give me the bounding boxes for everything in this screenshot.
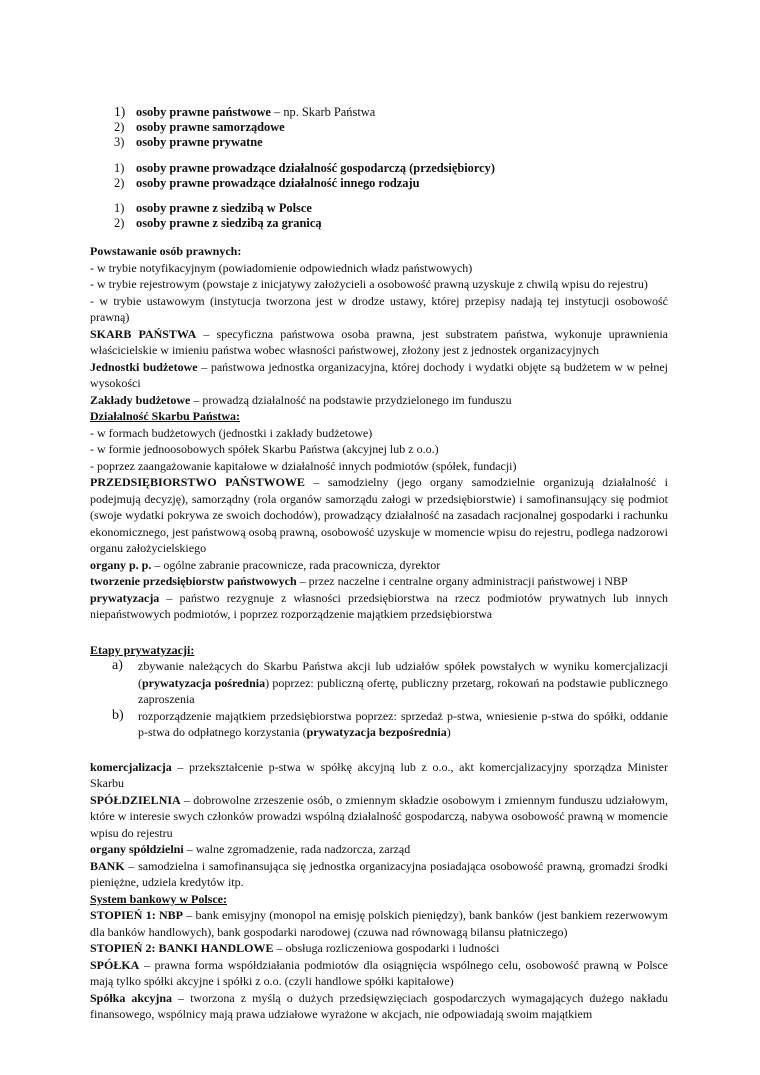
definition-text: – tworzona z myślą o dużych przedsięwzięciach gospodarczych wymagających dużego nakładu finansowego, wspólnicy mają prawa udziałowe wyrażone w akcjach, nie odpowiadają swoim majątkiem [90,990,668,1022]
definition-text: – państwowa jednostka organizacyjna, której dochody i wydatki objęte są budżetem w w pełnej wysokości [90,359,669,391]
definition-text: – samodzielny (jego organy samodzielnie organizują działalność i podejmują decyzję), samorządny (rola organów samorządu załogi w przedsiębiorstwie) i samofinansujący się podmiot (swoje wydatki pokrywa ze swoich dochodów), prowadzący działalność na zasadach racjonalnej gospodarki i rachunku ekonomicznego, jest państwową osobą prawną, osobowość uzyskuje w momencie wpisu do rejestru, podlega nadzorowi organu założycielskiego [90,475,668,556]
list-number: 2) [114,175,125,190]
list-item-text: rozporządzenie majątkiem przedsiębiorstwa poprzez: sprzedaż p-stwa, wniesienie p-stwa do spółki, oddanie p-stwa do odpłatnego korzystania ( [138,708,668,740]
definition-text: – walne zgromadzenie, rada nadzorcza, zarząd [183,842,411,857]
etapy-list [90,658,668,741]
list-item-term: osoby prawne prowadzące działalność gospodarczą (przedsiębiorcy) [136,160,495,175]
list-number: 1) [114,201,125,216]
list-item [90,201,668,216]
definition-text: – przez naczelne i centralne organy administracji państwowej i NBP [296,574,628,589]
definition-jednostki-budzetowe [90,359,668,392]
definition-organy-pp [90,557,668,574]
definition-term: PRZEDSIĘBIORSTWO PAŃSTWOWE [90,475,305,490]
section-heading-system-bankowy: System bankowy w Polsce: [90,891,227,906]
list-number: 1) [114,160,125,175]
list-item-term: prywatyzacja pośrednia [142,675,266,690]
definition-term: STOPIEŃ 1: NBP [90,908,183,923]
definition-term: organy spółdzielni [90,842,184,857]
definition-stopien-1 [90,907,668,940]
list-number: 1) [114,104,126,119]
definition-term: Zakłady budżetowe [90,392,191,407]
legal-persons-list-ownership [90,104,668,151]
definition-bank [90,858,668,891]
list-item-term: osoby prawne z siedzibą za granicą [136,216,322,231]
legal-persons-list-activity [90,161,668,191]
definition-text: – specyficzna państwowa osoba prawna, jest substratem państwa, wykonuje uprawnienia właścicielskie w imieniu państwa wobec własności państwowej, złożony jest z jednostek organizacyjnych [90,326,668,358]
definition-text: – państwo rezygnuje z własności przedsiębiorstwa na rzecz podmiotów prywatnych lub innych niepaństwowych podmiotów, i poprzez rozporządzenie majątkiem przedsiębiorstwa [90,590,668,622]
list-item-text: zbywanie należących do Skarbu Państwa akcji lub udziałów spółek powstałych w wyniku komercjalizacji ( [138,659,668,690]
paragraph: - w formach budżetowych (jednostki i zakłady budżetowe) [90,425,373,440]
definition-przedsiebiorstwo [90,474,668,557]
paragraph: - poprzez zaangażowanie kapitałowe w działalność innych podmiotów (spółek, fundacji) [90,458,517,473]
definition-zaklady-budzetowe [90,392,668,409]
definition-term: komercjalizacja [90,759,172,774]
list-item-term: osoby prawne prywatne [136,135,263,150]
definition-term: prywatyzacja [90,590,160,605]
list-letter: b) [112,707,124,723]
list-item [90,161,668,176]
definition-term: tworzenie przedsiębiorstw państwowych [90,574,297,589]
list-item-text: ) [446,725,451,740]
definition-term: SKARB PAŃSTWA [90,326,197,341]
list-item [90,708,668,741]
list-item [90,658,668,708]
list-item-term: osoby prawne prowadzące działalność innego rodzaju [136,175,420,190]
definition-term: organy p. p. [90,557,152,572]
section-heading-dzialalnosc: Działalność Skarbu Państwa: [90,409,241,424]
definition-text: – dobrowolne zrzeszenie osób, o zmiennym składzie osobowym i zmiennym funduszu udziałowym, które w interesie swych członków prowadzi wspólną działalność gospodarczą, nabywa osobowość prawną w momencie wpisu do rejestru [90,792,668,840]
definition-term: Spółka akcyjna [90,990,173,1005]
definition-term: SPÓŁDZIELNIA [90,792,181,807]
list-number: 2) [114,216,125,231]
definition-prywatyzacja [90,590,668,623]
list-item-term: osoby prawne państwowe [136,105,271,119]
list-item-term: prywatyzacja bezpośrednia [306,725,447,740]
section-heading-powstawanie: Powstawanie osób prawnych: [90,244,242,259]
list-number: 2) [114,120,125,135]
list-item [90,216,668,231]
list-item [90,135,668,150]
definition-spolka-akcyjna [90,990,668,1023]
definition-text: – samodzielna i samofinansująca się jednostka organizacyjna posiadająca osobowość prawną, gromadzi środki pieniężne, udziela kredytów itp. [90,858,668,890]
paragraph: - w formie jednoosobowych spółek Skarbu Państwa (akcyjnej lub z o.o.) [90,442,439,457]
section-heading-etapy: Etapy prywatyzacji: [90,642,195,657]
list-item [90,176,668,191]
definition-text: – prawna forma współdziałania podmiotów dla osiągnięcia wspólnego celu, osobowość prawną w Polsce mają tylko spółki akcyjne i spółki z o.o. (czyli handlowe spółki kapitałowe) [90,957,668,989]
list-letter: a) [112,658,123,674]
definition-text: – bank emisyjny (monopol na emisję polskich pieniędzy), bank banków (jest bankiem rezerwowym dla banków handlowych), bank gospodarki narodowej (czuwa nad równowagą bilansu płatniczego) [90,908,668,939]
definition-tworzenie [90,573,668,590]
definition-organy-spoldzielni [90,841,668,858]
legal-persons-list-seat [90,201,668,231]
paragraph: - w trybie ustawowym (instytucja tworzona jest w drodze ustawy, której przepisy nadają tej instytucji osobowość prawną) [90,293,668,325]
definition-komercjalizacja [90,759,668,792]
definition-spoldzielnia [90,792,668,842]
list-item [90,120,668,135]
paragraph: - w trybie rejestrowym (powstaje z inicjatywy założycieli a osobowość prawną uzyskuje z chwilą wpisu do rejestru) [90,277,648,292]
list-item-term: osoby prawne samorządowe [136,120,285,135]
definition-term: SPÓŁKA [90,957,140,972]
definition-stopien-2 [90,940,668,957]
definition-term: BANK [90,858,125,873]
definition-text: – ogólne zabranie pracownicze, rada pracownicza, dyrektor [151,557,441,572]
list-item-term: osoby prawne z siedzibą w Polsce [136,201,312,216]
definition-text: – obsługa rozliczeniowa gospodarki i ludności [273,941,500,956]
definition-spolka [90,957,668,990]
definition-term: STOPIEŃ 2: BANKI HANDLOWE [90,941,274,956]
list-item-text: – np. Skarb Państwa [270,105,376,119]
list-item-text: ) poprzez: publiczną ofertę, publiczny przetarg, rokowań na podstawie publicznego zaproszenia [138,675,668,707]
definition-skarb-panstwa [90,326,668,359]
list-item [90,104,668,120]
definition-term: Jednostki budżetowe [90,359,198,374]
list-number: 3) [114,135,125,150]
paragraph: - w trybie notyfikacyjnym (powiadomienie odpowiednich władz państwowych) [90,260,473,275]
definition-text: – prowadzą działalność na podstawie przydzielonego im funduszu [190,392,512,407]
definition-text: – przekształcenie p-stwa w spółkę akcyjną lub z o.o., akt komercjalizacyjny sporządza Minister Skarbu [90,759,668,791]
